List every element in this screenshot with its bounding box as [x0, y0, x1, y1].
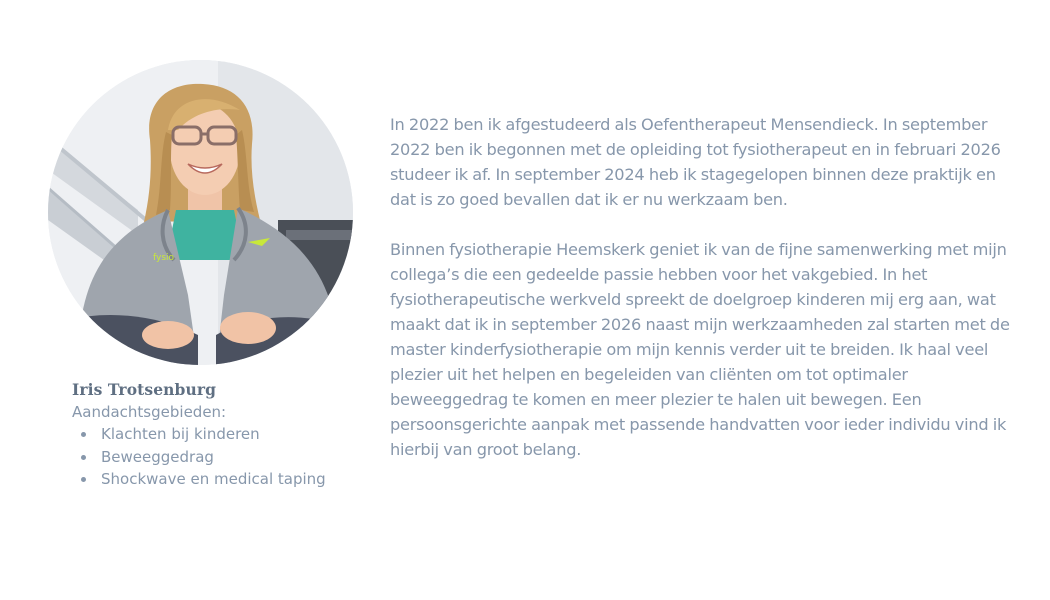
- focus-area-label: Klachten bij kinderen: [101, 425, 260, 443]
- profile-photo-illustration: [48, 60, 353, 365]
- bullet-icon: [81, 477, 86, 482]
- bio-paragraph: Binnen fysiotherapie Heemskerk geniet ik van de fijne samenwerking met mijn collega’s die een gedeelde passie hebben voor het vakgebied. In het fysiotherapeutische werkveld spreekt de doelgroep kinderen mij erg aan, wat maakt dat ik in september 2026 naast mijn werkzaamheden zal starten met de master kinderfysiotherapie om mijn kennis verder uit te breiden. Ik haal veel plezier uit het helpen en begeleiden van cliënten om tot optimaler beweeggedrag te komen en meer plezier te halen uit bewegen. Een persoonsgerichte aanpak met passende handvatten voor ieder individu vind ik hierbij van groot belang.: [390, 240, 1010, 459]
- focus-area-label: Beweeggedrag: [101, 447, 214, 466]
- focus-area-label: Shockwave en medical taping: [101, 470, 326, 488]
- profile-photo: [48, 60, 353, 365]
- focus-area-item: [81, 423, 362, 446]
- focus-areas-heading: Aandachtsgebieden:: [72, 403, 227, 421]
- svg-text:fysio: fysio: [153, 253, 175, 263]
- bio-paragraph: In 2022 ben ik afgestudeerd als Oefentherapeut Mensendieck. In september 2022 ben ik begonnen met de opleiding tot fysiotherapeut en in februari 2026 studeer ik af. In september 2024 heb ik stagegelopen binnen deze praktijk en dat is zo goed bevallen dat ik er nu werkzaam ben.: [390, 115, 1001, 209]
- focus-area-item: [81, 446, 362, 469]
- person-name: Iris Trotsenburg: [72, 380, 217, 399]
- biography: [390, 112, 1020, 487]
- bullet-icon: [81, 432, 86, 437]
- profile-info: [72, 379, 362, 491]
- focus-area-item: [81, 468, 362, 491]
- bullet-icon: [81, 455, 86, 460]
- focus-areas-list: [72, 423, 362, 491]
